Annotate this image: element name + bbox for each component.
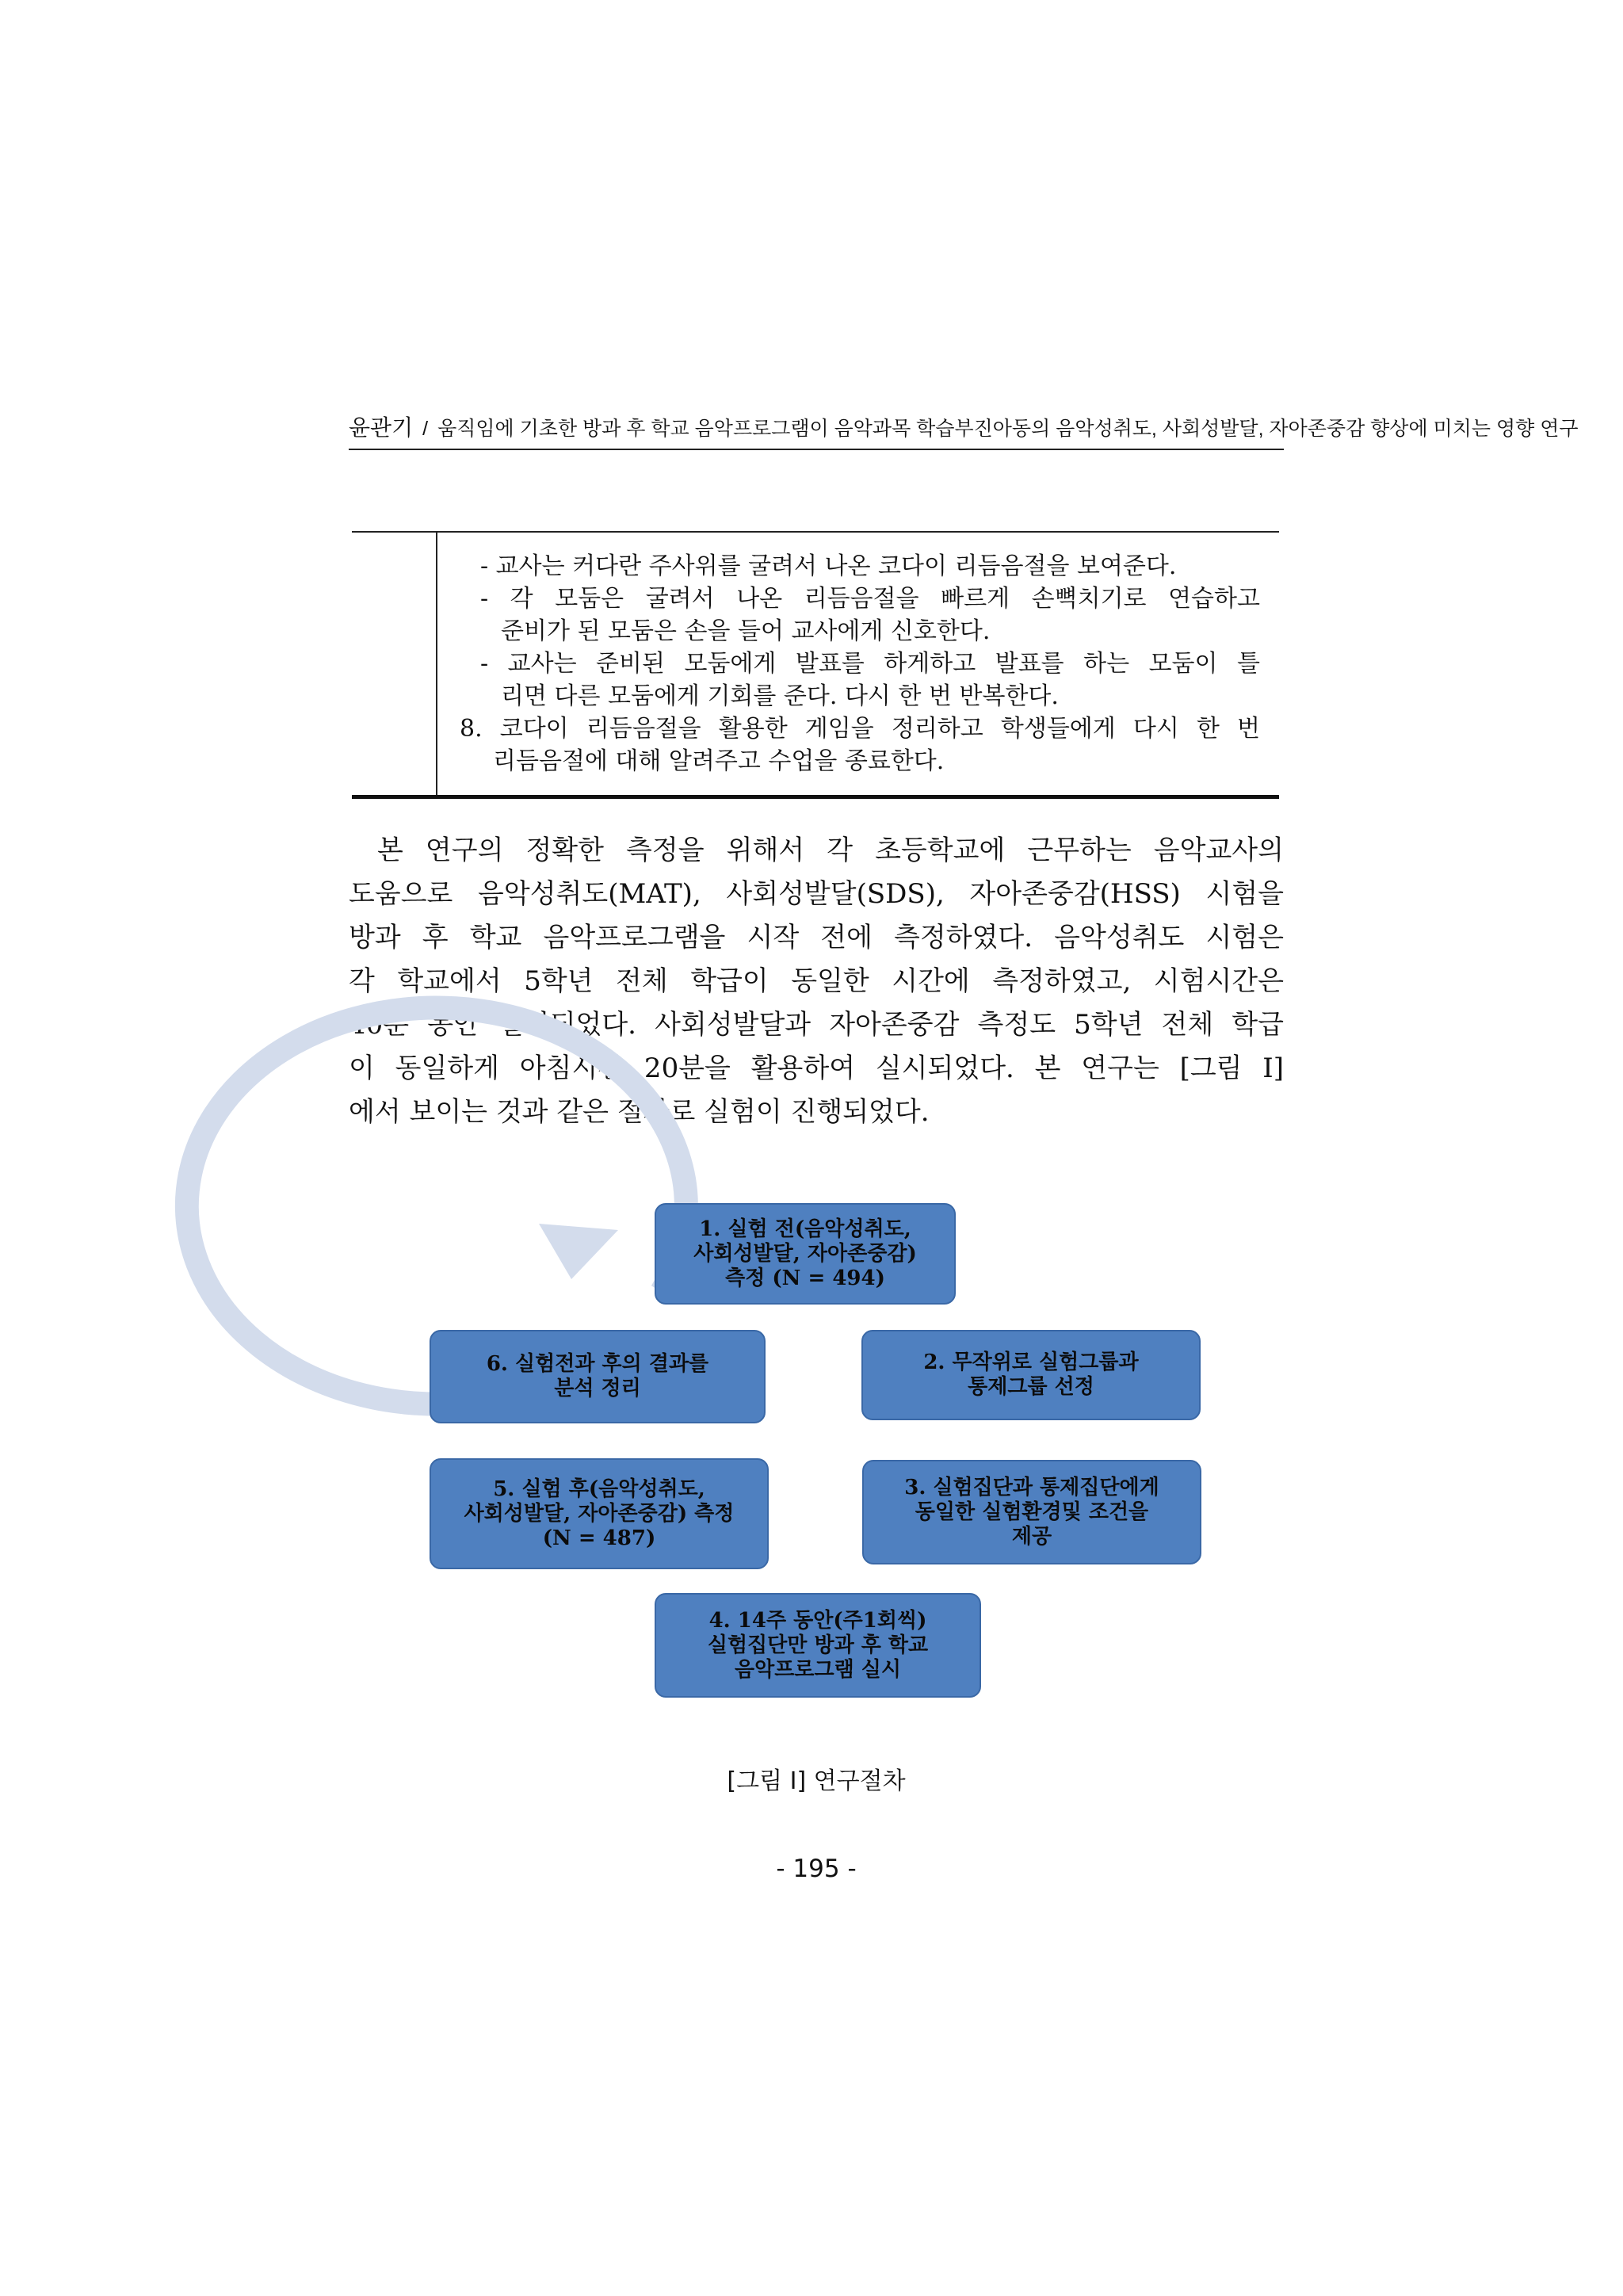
procedure-line: 준비가 된 모둠은 손을 들어 교사에게 신호한다. [501,617,991,645]
body-line: 방과 후 학교 음악프로그램을 시작 전에 측정하였다. 음악성취도 시험은 [349,922,1284,953]
header-separator: / [422,418,429,440]
header-title: 움직임에 기초한 방과 후 학교 음악프로그램이 음악과목 학습부진아동의 음악성취도, 사회성발달, 자아존중감 향상에 미치는 영향 연구 [437,418,1579,440]
procedure-line: - 교사는 커다란 주사위를 굴려서 나온 코다이 리듬음절을 보여준다. [480,552,1177,580]
body-line: 40분 동안 실시되었다. 사회성발달과 자아존중감 측정도 5학년 전체 학급 [349,1009,1284,1041]
figure-caption: [그림 I] 연구절차 [727,1767,906,1795]
procedure-table [352,531,1279,799]
cycle-arrowhead [539,1224,618,1279]
step-6-box: 6. 실험전과 후의 결과를 분석 정리 [430,1330,766,1423]
procedure-line: 8. 코다이 리듬음절을 활용한 게임을 정리하고 학생들에게 다시 한 번 [460,715,1260,743]
body-line: 에서 보이는 것과 같은 절차로 실험이 진행되었다. [349,1096,930,1128]
procedure-table-left-cell [352,533,437,795]
header-rule [349,449,1284,450]
running-header [349,411,1579,450]
header-author: 윤관기 [349,415,414,440]
body-line: 본 연구의 정확한 측정을 위해서 각 초등학교에 근무하는 음악교사의 [377,835,1284,866]
step-4-box: 4. 14주 동안(주1회씩) 실험집단만 방과 후 학교 음악프로그램 실시 [655,1593,981,1698]
procedure-line: - 교사는 준비된 모둠에게 발표를 하게하고 발표를 하는 모둠이 틀 [480,650,1260,678]
procedure-line: 리면 다른 모둠에게 기회를 준다. 다시 한 번 반복한다. [501,682,1059,710]
body-line: 각 학교에서 5학년 전체 학급이 동일한 시간에 측정하였고, 시험시간은 [349,965,1284,997]
step-1-box: 1. 실험 전(음악성취도, 사회성발달, 자아존중감) 측정 (N = 494) [655,1203,956,1305]
procedure-line: 리듬음절에 대해 알려주고 수업을 종료한다. [493,747,945,775]
body-paragraph [349,829,1284,1134]
body-line: 도움으로 음악성취도(MAT), 사회성발달(SDS), 자아존중감(HSS) 시험을 [349,878,1284,910]
procedure-line: - 각 모둠은 굴려서 나온 리듬음절을 빠르게 손뼉치기로 연습하고 [480,585,1260,613]
step-5-box: 5. 실험 후(음악성취도, 사회성발달, 자아존중감) 측정 (N = 487) [430,1458,769,1569]
step-2-box: 2. 무작위로 실험그룹과 통제그룹 선정 [861,1330,1201,1420]
body-line: 이 동일하게 아침시간 20분을 활용하여 실시되었다. 본 연구는 [그림 I] [349,1052,1284,1084]
page-number: - 195 - [776,1855,857,1883]
research-procedure-figure [420,1189,1212,1712]
step-3-box: 3. 실험집단과 통제집단에게 동일한 실험환경및 조건을 제공 [862,1460,1201,1564]
procedure-table-content [452,550,1260,777]
